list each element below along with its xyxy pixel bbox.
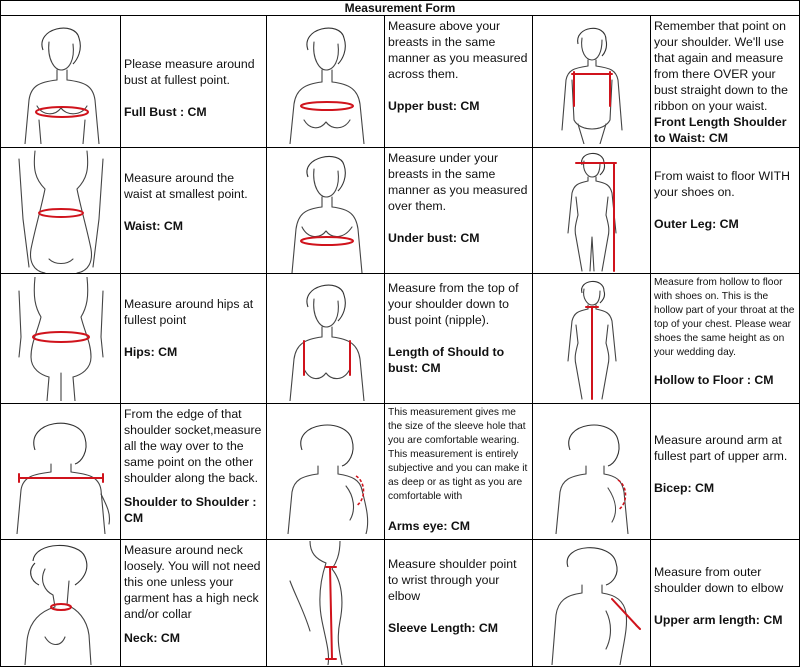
sleeve-length-label: Sleeve Length: CM <box>388 621 499 635</box>
outer-leg-illustration <box>533 148 651 274</box>
waist-label: Waist: CM <box>124 219 183 233</box>
under-bust-cell <box>385 148 533 274</box>
neck-figure-icon <box>5 541 117 665</box>
upper-arm-length-label: Upper arm length: CM <box>654 613 783 627</box>
shoulder-to-shoulder-cell <box>121 404 267 540</box>
arms-eye-label: Arms eye: CM <box>388 519 471 533</box>
bicep-description: Measure around arm at fullest part of upper arm. <box>654 433 788 463</box>
full-bust-description: Please measure around bust at fullest point. <box>124 57 255 87</box>
under-bust-label: Under bust: CM <box>388 231 480 245</box>
shoulder-to-shoulder-figure-icon <box>5 410 117 534</box>
under-bust-description: Measure under your breasts in the same manner as you measured over them. <box>388 151 528 213</box>
front-length-label: Front Length Shoulder to Waist: CM <box>654 115 787 145</box>
upper-arm-length-cell <box>651 540 799 666</box>
arms-eye-illustration <box>267 404 385 540</box>
upper-bust-label: Upper bust: CM <box>388 99 480 113</box>
upper-bust-illustration <box>267 16 385 148</box>
hips-label: Hips: CM <box>124 345 178 359</box>
bicep-label: Bicep: CM <box>654 481 715 495</box>
front-length-illustration <box>533 16 651 148</box>
front-length-figure-icon <box>536 20 648 144</box>
form-title: Measurement Form <box>1 1 799 16</box>
shoulder-to-bust-cell <box>385 274 533 404</box>
hollow-to-floor-description: Measure from hollow to floor with shoes on. This is the hollow part of your throat at the top of your chest. Please wear shoes the same height as on your wedding day. <box>654 277 795 358</box>
hips-description: Measure around hips at fullest point <box>124 297 254 327</box>
outer-leg-cell <box>651 148 799 274</box>
front-length-description: Remember that point on your shoulder. We'll use that again and measure from there OVER your bust straight down to the ribbon on your waist. <box>654 19 788 113</box>
bicep-figure-icon <box>536 410 648 534</box>
hollow-to-floor-figure-icon <box>536 277 648 401</box>
outer-leg-label: Outer Leg: CM <box>654 217 739 231</box>
arms-eye-description: This measurement gives me the size of the sleeve hole that you are comfortable wearing. This measurement is entirely subjective and you can make it as deep or as tight as you are comfortable with <box>388 407 528 502</box>
waist-figure-icon <box>5 149 117 273</box>
shoulder-to-shoulder-description: From the edge of that shoulder socket,measure all the way over to the same point on the other shoulder along the back. <box>124 407 262 485</box>
bicep-cell <box>651 404 799 540</box>
neck-cell <box>121 540 267 666</box>
neck-description: Measure around neck loosely. You will not need this one unless your garment has a high neck and/or collar <box>124 543 261 621</box>
outer-leg-figure-icon <box>536 149 648 273</box>
upper-bust-figure-icon <box>270 20 382 144</box>
under-bust-illustration <box>267 148 385 274</box>
neck-illustration <box>1 540 121 666</box>
full-bust-cell <box>121 16 267 148</box>
upper-arm-length-illustration <box>533 540 651 666</box>
hollow-to-floor-label: Hollow to Floor : CM <box>654 373 774 387</box>
shoulder-to-shoulder-label: Shoulder to Shoulder : CM <box>124 495 257 525</box>
hips-illustration <box>1 274 121 404</box>
arms-eye-figure-icon <box>270 410 382 534</box>
sleeve-length-figure-icon <box>270 541 382 665</box>
waist-illustration <box>1 148 121 274</box>
hips-figure-icon <box>5 277 117 401</box>
shoulder-to-bust-label: Length of Should to bust: CM <box>388 345 505 375</box>
hips-cell <box>121 274 267 404</box>
measurement-grid <box>1 16 799 666</box>
shoulder-to-bust-illustration <box>267 274 385 404</box>
hollow-to-floor-illustration <box>533 274 651 404</box>
upper-arm-length-figure-icon <box>536 541 648 665</box>
bust-figure-icon <box>5 20 117 144</box>
upper-bust-description: Measure above your breasts in the same manner as you measured across them. <box>388 19 528 81</box>
hollow-to-floor-cell <box>651 274 799 404</box>
full-bust-label: Full Bust : CM <box>124 105 207 119</box>
shoulder-to-bust-figure-icon <box>270 277 382 401</box>
shoulder-to-bust-description: Measure from the top of your shoulder down to bust point (nipple). <box>388 281 519 327</box>
arms-eye-cell <box>385 404 533 540</box>
front-length-cell <box>651 16 799 148</box>
sleeve-length-illustration <box>267 540 385 666</box>
shoulder-to-shoulder-illustration <box>1 404 121 540</box>
sleeve-length-cell <box>385 540 533 666</box>
waist-description: Measure around the waist at smallest point. <box>124 171 248 201</box>
sleeve-length-description: Measure shoulder point to wrist through your elbow <box>388 557 517 603</box>
outer-leg-description: From waist to floor WITH your shoes on. <box>654 169 790 199</box>
upper-arm-length-description: Measure from outer shoulder down to elbow <box>654 565 784 595</box>
neck-label: Neck: CM <box>124 631 181 645</box>
waist-cell <box>121 148 267 274</box>
under-bust-figure-icon <box>270 149 382 273</box>
upper-bust-cell <box>385 16 533 148</box>
bicep-illustration <box>533 404 651 540</box>
full-bust-illustration <box>1 16 121 148</box>
